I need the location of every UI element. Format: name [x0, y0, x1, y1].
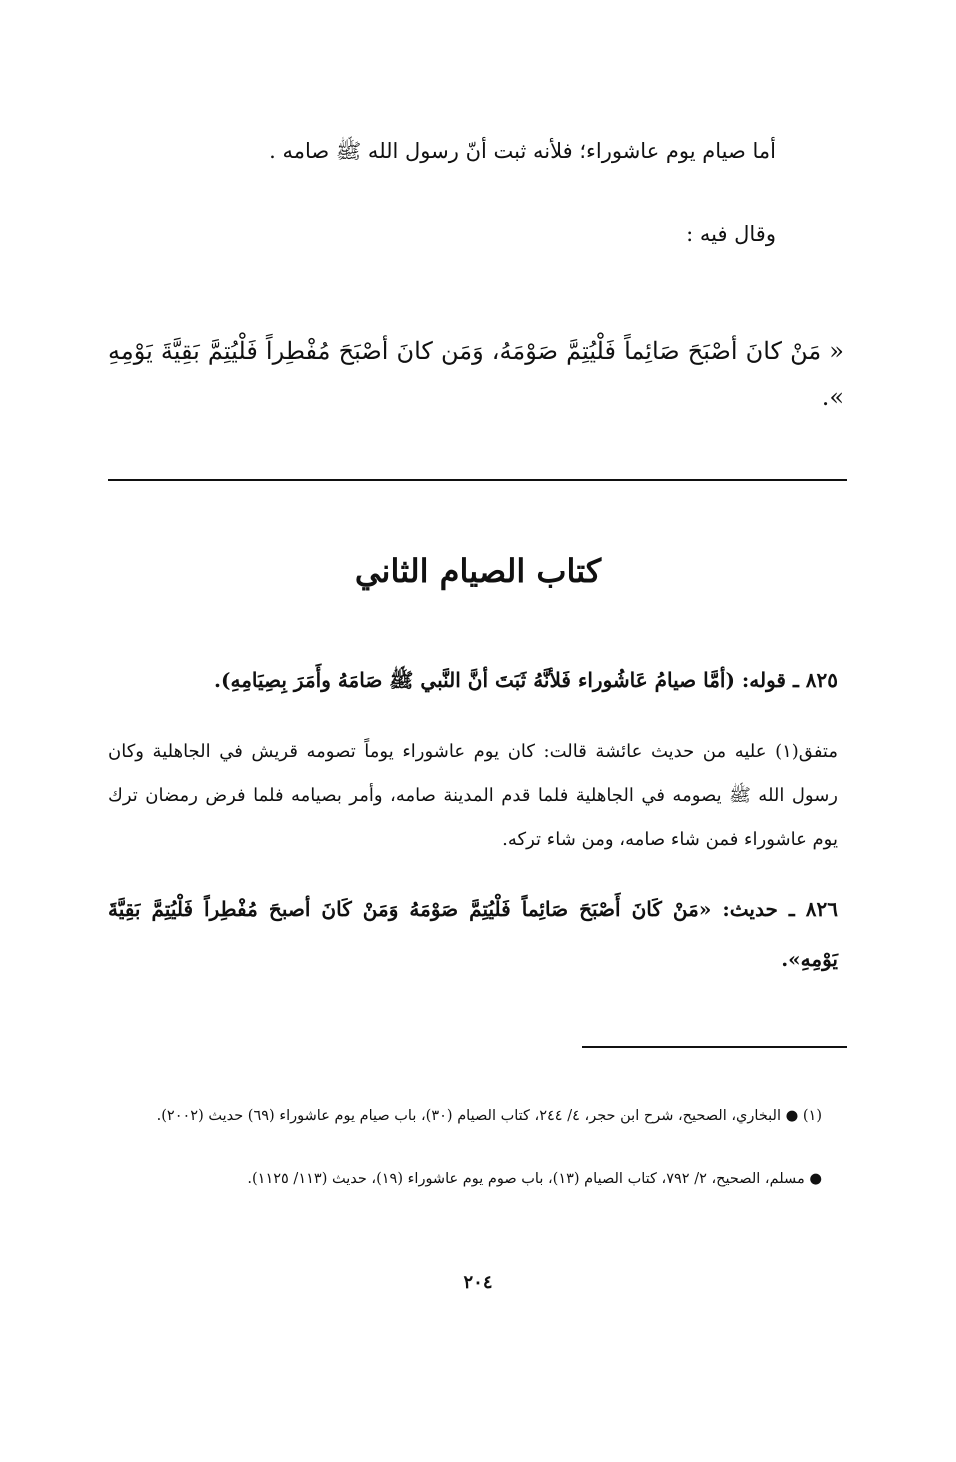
footnote-divider: [582, 1046, 847, 1048]
section-divider: [108, 479, 847, 481]
page-number: ٢٠٤: [463, 1272, 493, 1293]
intro-line-2: وقال فيه :: [686, 222, 776, 246]
item-826: ٨٢٦ ـ حديث: «مَنْ كَانَ أَصْبَحَ صَائِماً فَلْيُتِمَّ صَوْمَهُ وَمَنْ كَانَ أصبحَ مُفْطِراً فَلْيُتِمَّ بَقِيَّةَ يَوْمِهِ».: [108, 897, 838, 971]
item-825-heading: ٨٢٥ ـ قوله: (أمَّا صيامُ عَاشُوراء فَلأنَّهُ ثَبَتَ أنَّ النَّبي ﷺ صَامَهُ وأَمَرَ بِصِيَامِهِ).: [214, 668, 838, 692]
footnote-2: ● مسلم، الصحيح، ٢/ ٧٩٢، كتاب الصيام (١٣)، باب صوم يوم عاشوراء (١٩)، حديث (١١٣/ ١١٢٥).: [247, 1171, 822, 1187]
footnote-1: (١) ● البخاري، الصحيح، شرح ابن حجر، ٤/ ٢٤٤، كتاب الصيام (٣٠)، باب صيام يوم عاشوراء (٦٩) حديث (٢٠٠٢).: [156, 1108, 822, 1124]
item-825-body: متفق(١) عليه من حديث عائشة قالت: كان يوم عاشوراء يوماً تصومه قريش في الجاهلية وكان رسول الله ﷺ يصومه في الجاهلية فلما قدم المدينة صامه، وأمر بصيامه فلما فرض رمضان ترك يوم عاشوراء فمن شاء صامه، ومن شاء تركه.: [108, 741, 838, 850]
intro-line: أما صيام يوم عاشوراء؛ فلأنه ثبت أنّ رسول الله ﷺ صامه .: [269, 139, 776, 163]
section-title: كتاب الصيام الثاني: [354, 552, 602, 590]
hadith-quote: « مَنْ كانَ أصْبَحَ صَائِماً فَلْيُتِمَّ صَوْمَهُ، وَمَن كانَ أصْبَحَ مُفْطِراً فَلْيُتِمَّ بَقِيَّةَ يَوْمِهِ ».: [108, 337, 844, 411]
